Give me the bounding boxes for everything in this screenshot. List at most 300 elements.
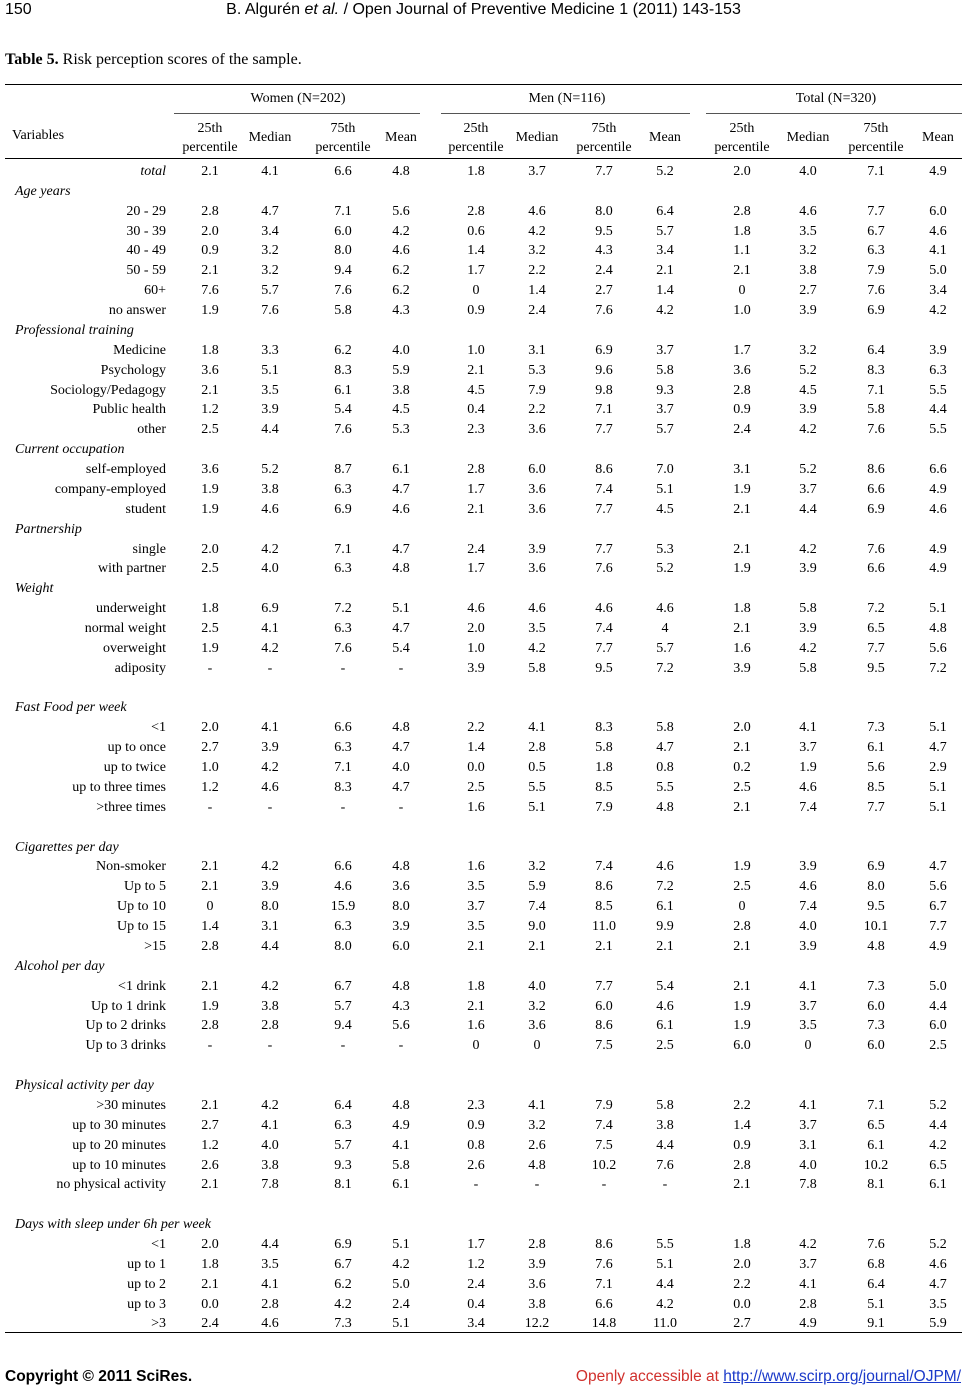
table-cell: 4.9 — [929, 164, 947, 179]
table-cell: 1.6 — [467, 859, 485, 875]
table-cell: 6.5 — [929, 1157, 947, 1173]
table-cell: 2.1 — [201, 1177, 219, 1193]
table-cell: - — [207, 1038, 213, 1054]
row-label: Up to 2 drinks — [85, 1018, 166, 1034]
table-cell: 1.6 — [467, 799, 485, 815]
table-cell: 2.1 — [733, 938, 751, 954]
table-cell: 6.0 — [867, 1038, 885, 1054]
row-label: 50 - 59 — [126, 263, 166, 279]
table-cell: 3.7 — [799, 481, 817, 497]
table-cell: 6.0 — [929, 203, 947, 219]
table-cell: 5.3 — [528, 362, 546, 378]
table-cell: 0.9 — [467, 303, 485, 319]
table-cell: 4.5 — [799, 382, 817, 398]
table-cell: 7.9 — [595, 799, 613, 815]
table-cell: 0 — [738, 899, 746, 915]
table-cell: 7.6 — [595, 561, 613, 577]
table-cell: 7.7 — [595, 640, 613, 656]
table-cell: 6.0 — [733, 1038, 751, 1054]
column-header: Median — [248, 130, 292, 145]
table-cell: 1.7 — [467, 561, 485, 577]
table-cell: 2.8 — [201, 938, 219, 954]
table-cell: 3.5 — [799, 1018, 817, 1034]
table-cell: 4.1 — [799, 1097, 817, 1113]
row-label: up to three times — [72, 779, 166, 795]
table-cell: 6.1 — [334, 382, 352, 398]
table-cell: 4.6 — [929, 1256, 947, 1272]
table-cell: 3.9 — [799, 859, 817, 875]
table-cell: - — [340, 660, 346, 676]
table-cell: 4.6 — [799, 879, 817, 895]
table-cell: 4.2 — [334, 1296, 352, 1312]
table-cell: 6.7 — [867, 223, 885, 239]
table-cell: 6.6 — [867, 561, 885, 577]
table-cell: 5.3 — [392, 422, 410, 438]
table-cell: 0.8 — [467, 1137, 485, 1153]
table-cell: 6.4 — [334, 1097, 352, 1113]
table-cell: 3.3 — [261, 342, 279, 358]
table-cell: 6.3 — [334, 481, 352, 497]
table-cell: 6.3 — [334, 740, 352, 756]
table-cell: 5.4 — [334, 402, 352, 418]
table-cell: 3.9 — [929, 342, 947, 358]
table-cell: 4.9 — [929, 481, 947, 497]
table-cell: 7.3 — [867, 720, 885, 736]
row-label: adiposity — [114, 660, 166, 676]
table-cell: 4.8 — [528, 1157, 546, 1173]
table-cell: 7.6 — [334, 640, 352, 656]
category-label: Physical activity per day — [15, 1078, 154, 1094]
table-cell: 8.0 — [867, 879, 885, 895]
table-cell: 4.8 — [392, 164, 410, 179]
table-cell: 1.9 — [201, 303, 219, 319]
category-label: Current occupation — [15, 442, 125, 458]
row-label: 20 - 29 — [126, 203, 166, 219]
table-cell: 8.1 — [867, 1177, 885, 1193]
table-cell: 4.2 — [799, 1236, 817, 1252]
table-cell: 4.2 — [528, 223, 546, 239]
table-cell: 7.4 — [595, 621, 613, 636]
table-cell: 4.6 — [656, 859, 674, 875]
table-cell: 4.3 — [392, 998, 410, 1014]
table-cell: 2.2 — [528, 402, 546, 418]
table-cell: 5.9 — [929, 1316, 947, 1332]
table-cell: 5.1 — [392, 1316, 410, 1332]
table-cell: 7.2 — [656, 660, 674, 676]
table-cell: 2.7 — [201, 1117, 219, 1133]
table-cell: 5.3 — [656, 541, 674, 557]
table-cell: 5.2 — [929, 1236, 947, 1252]
table-cell: 1.0 — [467, 342, 485, 358]
table-cell: 5.2 — [929, 1097, 947, 1113]
table-cell: 5.7 — [656, 422, 674, 438]
table-cell: 5.7 — [656, 640, 674, 656]
table-cell: 0 — [804, 1038, 812, 1054]
table-cell: 3.2 — [528, 1117, 546, 1133]
table-cell: 4.6 — [799, 779, 817, 795]
table-cell: 7.6 — [261, 303, 279, 319]
table-cell: 6.4 — [656, 203, 674, 219]
table-cell: 3.9 — [799, 621, 817, 636]
table-cell: 0.8 — [656, 760, 674, 776]
table-cell: 7.4 — [595, 859, 613, 875]
variables-header: Variables — [12, 128, 65, 143]
table-cell: 5.5 — [656, 779, 674, 795]
table-cell: 5.1 — [929, 601, 947, 617]
table-cell: 1.7 — [467, 1236, 485, 1252]
table-cell: 5.0 — [929, 978, 947, 994]
table-cell: 6.1 — [392, 1177, 410, 1193]
table-cell: 2.2 — [733, 1276, 751, 1292]
table-cell: 7.1 — [334, 760, 352, 776]
table-cell: 5.0 — [392, 1276, 410, 1292]
table-cell: 6.7 — [334, 1256, 352, 1272]
table-header-rule — [5, 158, 962, 159]
table-cell: 6.0 — [528, 462, 546, 478]
row-label: self-employed — [85, 462, 166, 478]
table-cell: 4.2 — [656, 303, 674, 319]
category-label: Days with sleep under 6h per week — [15, 1217, 211, 1233]
table-cell: 3.9 — [733, 660, 751, 676]
table-cell: 8.6 — [595, 1236, 613, 1252]
table-cell: 8.3 — [334, 362, 352, 378]
table-cell: 4.6 — [528, 203, 546, 219]
table-cell: 4.2 — [929, 303, 947, 319]
table-cell: 2.1 — [733, 799, 751, 815]
column-header: Mean — [385, 130, 417, 145]
column-header: 75th — [591, 121, 617, 136]
table-cell: 1.7 — [733, 342, 751, 358]
table-cell: 9.3 — [334, 1157, 352, 1173]
table-cell: 1.6 — [733, 640, 751, 656]
table-cell: 4.7 — [392, 541, 410, 557]
table-cell: 3.8 — [799, 263, 817, 279]
table-cell: 4.2 — [392, 1256, 410, 1272]
table-cell: 2.2 — [733, 1097, 751, 1113]
category-label: Alcohol per day — [15, 958, 105, 974]
column-header: percentile — [448, 140, 504, 155]
table-cell: 7.7 — [929, 919, 947, 935]
table-cell: 5.2 — [261, 462, 279, 478]
table-cell: 6.5 — [867, 1117, 885, 1133]
table-cell: 5.8 — [595, 740, 613, 756]
running-title: B. Algurén et al. / Open Journal of Preventive Medicine 1 (2011) 143-153 — [226, 1, 741, 18]
table-cell: 3.9 — [261, 740, 279, 756]
table-cell: 2.4 — [528, 303, 546, 319]
category-label: Age years — [15, 183, 71, 199]
table-cell: 6.3 — [929, 362, 947, 378]
table-cell: 2.0 — [467, 621, 485, 636]
table-cell: 3.9 — [261, 879, 279, 895]
table-cell: 7.1 — [867, 1097, 885, 1113]
table-cell: 2.0 — [201, 1236, 219, 1252]
table-cell: 10.2 — [863, 1157, 889, 1173]
group-header: Total (N=320) — [795, 91, 877, 106]
table-cell: 3.8 — [392, 382, 410, 398]
table-cell: 5.9 — [392, 362, 410, 378]
table-cell: 5.7 — [656, 223, 674, 239]
table-cell: 7.5 — [595, 1038, 613, 1054]
row-label: Up to 5 — [124, 879, 166, 895]
column-header: 25th — [729, 121, 755, 136]
table-cell: 4.5 — [467, 382, 485, 398]
table-cell: 2.2 — [528, 263, 546, 279]
table-cell: 4.4 — [929, 402, 947, 418]
table-cell: 1.9 — [733, 1018, 751, 1034]
table-cell: 2.4 — [467, 1276, 485, 1292]
table-cell: 6.6 — [929, 462, 947, 478]
table-cell: 4.7 — [929, 1276, 947, 1292]
table-cell: 6.9 — [867, 501, 885, 517]
table-cell: 2.8 — [261, 1018, 279, 1034]
column-header: percentile — [182, 140, 238, 155]
table-cell: 3.5 — [467, 919, 485, 935]
table-cell: 6.4 — [867, 1276, 885, 1292]
table-cell: 3.2 — [528, 998, 546, 1014]
table-cell: 7.9 — [528, 382, 546, 398]
table-cell: 4.8 — [867, 938, 885, 954]
table-cell: 2.8 — [467, 203, 485, 219]
table-cell: 6.2 — [334, 342, 352, 358]
table-cell: 2.8 — [799, 1296, 817, 1312]
table-cell: 7.4 — [595, 1117, 613, 1133]
footer-access — [576, 1368, 961, 1386]
table-cell: 0.9 — [201, 243, 219, 259]
table-cell: 5.6 — [929, 879, 947, 895]
table-cell: 3.1 — [733, 462, 751, 478]
table-cell: 1.8 — [733, 601, 751, 617]
table-cell: 6.9 — [867, 303, 885, 319]
table-cell: 3.6 — [528, 422, 546, 438]
table-cell: 7.6 — [595, 1256, 613, 1272]
table-cell: 3.2 — [799, 342, 817, 358]
table-cell: 7.3 — [867, 978, 885, 994]
table-cell: 3.7 — [799, 998, 817, 1014]
row-label: underweight — [96, 601, 166, 617]
table-cell: 9.9 — [656, 919, 674, 935]
column-header: 75th — [863, 121, 889, 136]
table-cell: 9.3 — [656, 382, 674, 398]
table-cell: 2.1 — [733, 978, 751, 994]
table-cell: 4.9 — [392, 1117, 410, 1133]
table-cell: 3.8 — [261, 1157, 279, 1173]
row-label: >three times — [96, 799, 166, 815]
table-cell: 4.8 — [656, 799, 674, 815]
table-cell: 8.5 — [595, 779, 613, 795]
category-label: Partnership — [15, 521, 82, 537]
table-cell: 6.0 — [929, 1018, 947, 1034]
row-label: student — [125, 501, 166, 517]
table-cell: 3.6 — [528, 1276, 546, 1292]
table-cell: 5.8 — [528, 660, 546, 676]
row-label: 60+ — [144, 283, 166, 299]
row-label: 40 - 49 — [126, 243, 166, 259]
table-cell: 7.7 — [595, 501, 613, 517]
table-cell: 3.9 — [528, 1256, 546, 1272]
table-cell: 5.2 — [656, 164, 674, 179]
table-cell: 6.0 — [867, 998, 885, 1014]
table-cell: 8.7 — [334, 462, 352, 478]
table-cell: 4.2 — [261, 978, 279, 994]
table-cell: 15.9 — [330, 899, 356, 915]
table-cell: 2.1 — [467, 998, 485, 1014]
table-cell: 6.7 — [334, 978, 352, 994]
table-cell: 4.2 — [261, 541, 279, 557]
table-cell: 1.9 — [733, 859, 751, 875]
table-cell: 0.9 — [733, 1137, 751, 1153]
table-cell: 1.9 — [733, 561, 751, 577]
table-cell: 7.9 — [595, 1097, 613, 1113]
column-header: percentile — [714, 140, 770, 155]
table-cell: 7.0 — [656, 462, 674, 478]
table-cell: 2.7 — [799, 283, 817, 299]
table-cell: 1.8 — [467, 164, 485, 179]
table-cell: 7.7 — [595, 422, 613, 438]
row-label: Up to 10 — [117, 899, 166, 915]
table-cell: 7.1 — [867, 164, 885, 179]
table-cell: 1.4 — [733, 1117, 751, 1133]
table-cell: 5.1 — [929, 720, 947, 736]
table-cell: 5.4 — [392, 640, 410, 656]
table-cell: 2.6 — [528, 1137, 546, 1153]
table-cell: 0.4 — [467, 402, 485, 418]
table-cell: 4.6 — [334, 879, 352, 895]
row-label: no physical activity — [56, 1177, 166, 1193]
table-cell: 4.2 — [261, 640, 279, 656]
table-cell: 8.3 — [595, 720, 613, 736]
group-underline — [706, 113, 962, 114]
table-bottom-rule — [5, 1332, 962, 1333]
row-label: Up to 3 drinks — [85, 1038, 166, 1054]
table-cell: 1.1 — [733, 243, 751, 259]
table-cell: 2.0 — [201, 541, 219, 557]
table-cell: 2.1 — [467, 938, 485, 954]
table-cell: 2.4 — [201, 1316, 219, 1332]
table-cell: 6.1 — [656, 1018, 674, 1034]
table-cell: 2.7 — [733, 1316, 751, 1332]
table-cell: 0.2 — [733, 760, 751, 776]
table-cell: 4 — [661, 621, 669, 636]
table-cell: 8.1 — [334, 1177, 352, 1193]
table-cell: 7.6 — [867, 283, 885, 299]
table-cell: 3.9 — [799, 402, 817, 418]
table-cell: 6.9 — [334, 1236, 352, 1252]
table-cell: 8.6 — [595, 462, 613, 478]
table-cell: 4.2 — [528, 640, 546, 656]
table-cell: 3.6 — [528, 481, 546, 497]
row-label: company-employed — [54, 481, 166, 497]
category-label: Professional training — [15, 322, 134, 338]
table-cell: 3.9 — [799, 303, 817, 319]
table-cell: 5.2 — [799, 462, 817, 478]
table-cell: 1.9 — [733, 998, 751, 1014]
table-cell: 1.7 — [467, 481, 485, 497]
table-cell: 7.8 — [261, 1177, 279, 1193]
table-cell: 2.1 — [733, 740, 751, 756]
table-cell: 5.7 — [334, 998, 352, 1014]
table-cell: 0.9 — [733, 402, 751, 418]
table-cell: 5.6 — [392, 1018, 410, 1034]
row-label: up to 2 — [127, 1276, 166, 1292]
table-cell: 5.4 — [656, 978, 674, 994]
table-cell: 2.5 — [656, 1038, 674, 1054]
table-cell: 4.7 — [392, 740, 410, 756]
table-cell: 2.8 — [733, 382, 751, 398]
table-cell: 4.6 — [467, 601, 485, 617]
table-cell: 3.9 — [799, 938, 817, 954]
table-cell: 7.4 — [528, 899, 546, 915]
row-label: no answer — [108, 303, 166, 319]
table-cell: 3.6 — [392, 879, 410, 895]
table-cell: 6.1 — [929, 1177, 947, 1193]
table-cell: 4.7 — [392, 481, 410, 497]
table-cell: 7.1 — [867, 382, 885, 398]
table-cell: 4.7 — [392, 621, 410, 636]
table-cell: 2.1 — [733, 263, 751, 279]
table-cell: 2.4 — [595, 263, 613, 279]
table-cell: 4.1 — [799, 1276, 817, 1292]
table-cell: 0.4 — [467, 1296, 485, 1312]
category-label: Weight — [15, 581, 54, 597]
column-header: Mean — [649, 130, 681, 145]
table-cell: 9.5 — [867, 899, 885, 915]
row-label: single — [132, 541, 166, 557]
table-cell: 4.2 — [261, 1097, 279, 1113]
table-cell: 4.1 — [261, 621, 279, 636]
page-number: 150 — [5, 1, 32, 18]
table-cell: 4.4 — [261, 422, 279, 438]
group-header: Men (N=116) — [528, 91, 606, 106]
group-header: Women (N=202) — [250, 91, 346, 106]
table-cell: 5.8 — [334, 303, 352, 319]
table-cell: 6.6 — [334, 720, 352, 736]
journal-link[interactable]: http://www.scirp.org/journal/OJPM/ — [723, 1368, 961, 1385]
table-cell: 3.4 — [656, 243, 674, 259]
table-cell: 1.4 — [528, 283, 546, 299]
table-cell: 0.0 — [733, 1296, 751, 1312]
table-cell: 3.2 — [261, 263, 279, 279]
group-underline — [174, 113, 420, 114]
table-cell: 3.5 — [528, 621, 546, 636]
table-cell: 2.8 — [528, 740, 546, 756]
table-cell: 4.1 — [528, 720, 546, 736]
table-cell: 3.9 — [392, 919, 410, 935]
table-cell: 4.2 — [799, 541, 817, 557]
table-cell: 3.7 — [467, 899, 485, 915]
table-cell: 3.1 — [261, 919, 279, 935]
table-cell: 3.6 — [201, 462, 219, 478]
table-cell: 4.2 — [929, 1137, 947, 1153]
table-cell: 5.6 — [929, 640, 947, 656]
table-cell: 0 — [472, 283, 480, 299]
table-cell: 1.9 — [799, 760, 817, 776]
row-label: up to 30 minutes — [72, 1117, 166, 1133]
table-cell: 3.7 — [799, 1117, 817, 1133]
table-cell: 3.8 — [261, 481, 279, 497]
table-cell: 4.6 — [261, 1316, 279, 1332]
table-cell: 5.2 — [799, 362, 817, 378]
table-cell: 6.9 — [595, 342, 613, 358]
table-cell: 4.4 — [929, 1117, 947, 1133]
table-cell: 1.2 — [467, 1256, 485, 1272]
table-cell: 6.8 — [867, 1256, 885, 1272]
table-cell: 6.9 — [261, 601, 279, 617]
table-cell: 7.6 — [656, 1157, 674, 1173]
table-cell: 2.1 — [733, 621, 751, 636]
table-cell: 7.6 — [867, 1236, 885, 1252]
column-header: 25th — [463, 121, 489, 136]
column-header: percentile — [576, 140, 632, 155]
